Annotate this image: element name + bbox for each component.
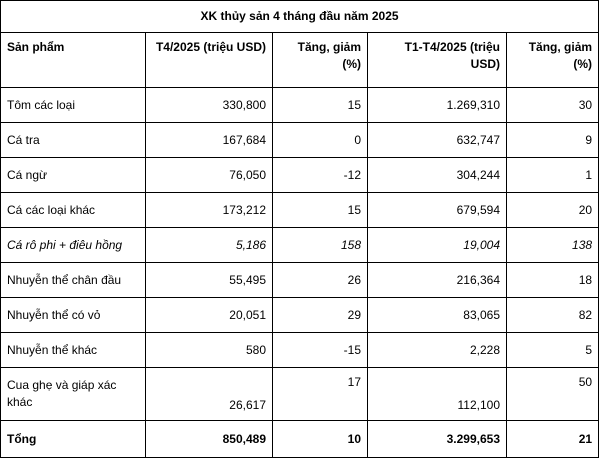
- product-cell: Cá rô phi + điêu hồng: [1, 228, 146, 263]
- product-cell: Nhuyễn thể khác: [1, 333, 146, 368]
- t4-change-cell: 26: [273, 263, 368, 298]
- ytd-value-cell: 216,364: [368, 263, 507, 298]
- table-row: [1, 88, 599, 123]
- product-cell: Cá các loại khác: [1, 193, 146, 228]
- t4-value-cell: 330,800: [146, 88, 273, 123]
- table-row: [1, 333, 599, 368]
- total-ytd-change: 21: [507, 421, 599, 458]
- t4-change-cell: 15: [273, 193, 368, 228]
- ytd-change-cell: 9: [507, 123, 599, 158]
- ytd-change-cell: 20: [507, 193, 599, 228]
- t4-value-cell: 167,684: [146, 123, 273, 158]
- table-row: [1, 193, 599, 228]
- header-t4-change: Tăng, giảm (%): [273, 33, 368, 88]
- t4-value-cell: 20,051: [146, 298, 273, 333]
- t4-value-cell: 76,050: [146, 158, 273, 193]
- t4-value-cell: 5,186: [146, 228, 273, 263]
- t4-value-cell: 173,212: [146, 193, 273, 228]
- ytd-value-cell: 304,244: [368, 158, 507, 193]
- total-t4-change: 10: [273, 421, 368, 458]
- product-cell: Nhuyễn thể có vỏ: [1, 298, 146, 333]
- product-cell: Nhuyễn thể chân đầu: [1, 263, 146, 298]
- product-cell: Cua ghẹ và giáp xác khác: [1, 368, 146, 421]
- t4-change-cell: -15: [273, 333, 368, 368]
- header-product: Sản phẩm: [1, 33, 146, 88]
- ytd-change-cell: 1: [507, 158, 599, 193]
- table-row: [1, 263, 599, 298]
- header-row: [1, 33, 599, 88]
- table-row: [1, 298, 599, 333]
- product-cell: Cá tra: [1, 123, 146, 158]
- table-row: [1, 368, 599, 421]
- ytd-value-cell: 19,004: [368, 228, 507, 263]
- product-cell: Tôm các loại: [1, 88, 146, 123]
- product-cell: Cá ngừ: [1, 158, 146, 193]
- ytd-change-cell: 30: [507, 88, 599, 123]
- t4-change-cell: 29: [273, 298, 368, 333]
- total-row: [1, 421, 599, 458]
- table-row-subcategory: [1, 228, 599, 263]
- ytd-value-cell: 2,228: [368, 333, 507, 368]
- t4-value-cell: 55,495: [146, 263, 273, 298]
- t4-change-cell: 158: [273, 228, 368, 263]
- ytd-value-cell: 112,100: [368, 368, 507, 421]
- ytd-value-cell: 1.269,310: [368, 88, 507, 123]
- t4-change-cell: -12: [273, 158, 368, 193]
- header-ytd-change: Tăng, giảm (%): [507, 33, 599, 88]
- ytd-change-cell: 5: [507, 333, 599, 368]
- total-label: Tổng: [1, 421, 146, 458]
- table-row: [1, 123, 599, 158]
- ytd-value-cell: 679,594: [368, 193, 507, 228]
- total-t4-value: 850,489: [146, 421, 273, 458]
- header-t4-value: T4/2025 (triệu USD): [146, 33, 273, 88]
- t4-change-cell: 0: [273, 123, 368, 158]
- ytd-change-cell: 50: [507, 368, 599, 421]
- ytd-change-cell: 138: [507, 228, 599, 263]
- ytd-change-cell: 82: [507, 298, 599, 333]
- t4-value-cell: 26,617: [146, 368, 273, 421]
- table-title: XK thủy sản 4 tháng đầu năm 2025: [1, 1, 599, 33]
- ytd-value-cell: 83,065: [368, 298, 507, 333]
- table-row: [1, 158, 599, 193]
- total-ytd-value: 3.299,653: [368, 421, 507, 458]
- ytd-value-cell: 632,747: [368, 123, 507, 158]
- t4-change-cell: 17: [273, 368, 368, 421]
- header-ytd-value: T1-T4/2025 (triệu USD): [368, 33, 507, 88]
- ytd-change-cell: 18: [507, 263, 599, 298]
- t4-change-cell: 15: [273, 88, 368, 123]
- title-row: [1, 1, 599, 33]
- t4-value-cell: 580: [146, 333, 273, 368]
